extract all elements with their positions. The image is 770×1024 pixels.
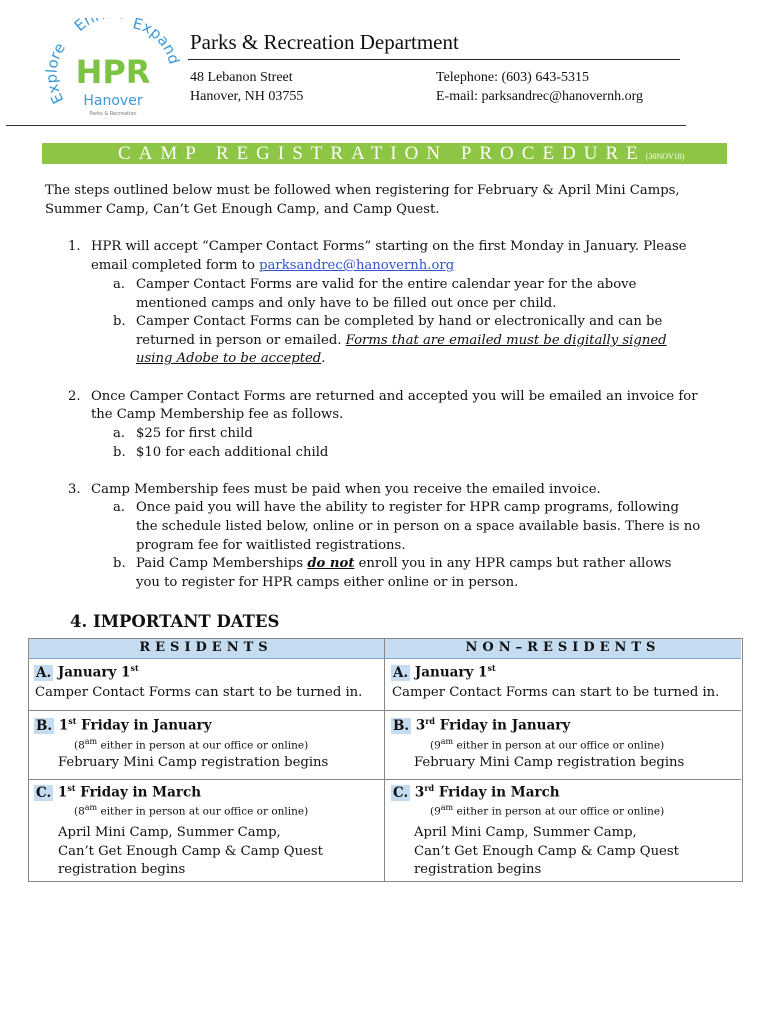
- non-residents-b-time-sup: am: [440, 737, 454, 746]
- step-1b-line-3: [136, 350, 325, 369]
- svg-text:Explore: [42, 40, 69, 107]
- step-1-line-1: HPR will accept “Camper Contact Forms” starting on the first Monday in January. Please: [91, 239, 687, 254]
- residents-c-letter: C.: [36, 784, 52, 801]
- step-3b-label: b.: [113, 556, 126, 571]
- step-1b-line-2: [136, 332, 667, 351]
- residents-b-text: February Mini Camp registration begins: [58, 755, 329, 770]
- intro-line-1: The steps outlined below must be followed when registering for February & April Mini Camps,: [45, 183, 680, 198]
- svg-text:Enrich: [71, 18, 125, 35]
- digital-signature-note: Forms that are emailed must be digitally signed: [345, 333, 667, 348]
- hpr-logo: [30, 18, 180, 128]
- department-title: Parks & Recreation Department: [190, 30, 459, 54]
- step-3b-line-2: you to register for HPR camps either online or in person.: [136, 575, 519, 590]
- non-residents-a-date: January 1: [410, 664, 488, 681]
- important-dates-heading: 4. IMPORTANT DATES: [70, 612, 280, 631]
- header-divider: [6, 125, 686, 126]
- residents-c-sup: st: [67, 783, 76, 793]
- non-residents-b-text: February Mini Camp registration begins: [414, 755, 685, 770]
- logo-initials: HPR: [75, 53, 151, 91]
- step-2a-label: a.: [113, 426, 126, 441]
- step-1b-line-3-suffix: .: [321, 351, 326, 366]
- residents-a-text: Camper Contact Forms can start to be turned in.: [35, 685, 363, 700]
- residents-b-time-pre: (8: [74, 739, 85, 752]
- logo-arc-expand: Expan: [130, 18, 180, 58]
- residents-b-time-sup: am: [84, 737, 98, 746]
- step-1-email-prefix: email completed form to: [91, 258, 260, 273]
- residents-header: RESIDENTS: [28, 638, 384, 659]
- non-residents-c-date: Friday in March: [434, 784, 560, 801]
- dates-table-border: [28, 638, 743, 882]
- residents-c-line-1: April Mini Camp, Summer Camp,: [58, 825, 281, 840]
- logo-town: Hanover: [83, 93, 143, 109]
- residents-b-letter: B.: [36, 717, 53, 734]
- non-residents-b-pre: 3: [411, 717, 426, 734]
- non-residents-c-line-3: registration begins: [414, 862, 542, 877]
- step-3b-suffix: enroll you in any HPR camps but rather allows: [354, 556, 672, 571]
- title-divider: [188, 59, 680, 60]
- telephone: Telephone: (603) 643-5315: [436, 70, 589, 85]
- step-1b-line-2-prefix: returned in person or emailed.: [136, 333, 346, 348]
- step-1b-label: b.: [113, 314, 126, 329]
- step-1-line-2: [91, 257, 454, 276]
- step-1b-line-1: Camper Contact Forms can be completed by hand or electronically and can be: [136, 314, 663, 329]
- residents-c-date: Friday in March: [75, 784, 202, 801]
- step-1a-line-1: Camper Contact Forms are valid for the entire calendar year for the above: [136, 277, 637, 292]
- address-city: Hanover, NH 03755: [190, 89, 304, 104]
- residents-c-time-sup: am: [84, 803, 98, 812]
- step-3-line-1: Camp Membership fees must be paid when you receive the emailed invoice.: [91, 482, 601, 497]
- non-residents-a-letter: A.: [393, 664, 409, 681]
- non-residents-header: NON–RESIDENTS: [385, 638, 741, 659]
- non-residents-c-time-pre: (9: [430, 805, 441, 818]
- non-residents-b-time-post: either in person at our office or online): [453, 739, 665, 752]
- step-1a-label: a.: [113, 277, 126, 292]
- residents-b-time-post: either in person at our office or online): [97, 739, 309, 752]
- logo-arc-enrich: En: [70, 18, 98, 35]
- step-3-number: 3.: [68, 482, 81, 497]
- step-3a-line-2: the schedule listed below, online or in person on a space available basis. There is no: [136, 519, 701, 534]
- non-residents-c-sup: rd: [424, 783, 435, 793]
- non-residents-b-date: Friday in January: [435, 717, 571, 734]
- hpr-logo-graphic: [30, 18, 180, 128]
- fee-additional-child: $10 for each additional child: [136, 445, 329, 460]
- email-link[interactable]: parksandrec@hanovernh.org: [259, 258, 455, 273]
- residents-a-date: January 1: [53, 664, 131, 681]
- non-residents-b-time-pre: (9: [430, 739, 441, 752]
- banner-date: (30NOV18): [645, 152, 685, 161]
- address-street: 48 Lebanon Street: [190, 70, 293, 85]
- step-3a-label: a.: [113, 500, 126, 515]
- non-residents-c-line-2: Can’t Get Enough Camp & Camp Quest: [414, 844, 679, 859]
- non-residents-c-pre: 3: [410, 784, 425, 801]
- step-2-number: 2.: [68, 389, 81, 404]
- residents-c-pre: 1: [53, 784, 68, 801]
- step-1a-line-2: mentioned camps and only have to be filled out once per child.: [136, 296, 557, 311]
- banner-title: CAMP REGISTRATION PROCEDURE: [118, 143, 646, 164]
- residents-c-line-3: registration begins: [58, 862, 186, 877]
- non-residents-c-line-1: April Mini Camp, Summer Camp,: [414, 825, 637, 840]
- step-3b-line-1: [136, 555, 671, 574]
- non-residents-c-letter: C.: [393, 784, 409, 801]
- residents-b-sup: st: [68, 716, 77, 726]
- logo-tagline: Parks & Recreation: [89, 111, 137, 117]
- step-3b-prefix: Paid Camp Memberships: [136, 556, 308, 571]
- non-residents-b-sup: rd: [425, 716, 436, 726]
- banner-title-wrap: [118, 143, 684, 167]
- residents-c-time-pre: (8: [74, 805, 85, 818]
- email-address: E-mail: parksandrec@hanovernh.org: [436, 89, 644, 104]
- residents-c-line-2: Can’t Get Enough Camp & Camp Quest: [58, 844, 323, 859]
- step-1-number: 1.: [68, 239, 81, 254]
- step-3a-line-1: Once paid you will have the ability to register for HPR camp programs, following: [136, 500, 679, 515]
- step-2-line-2: the Camp Membership fee as follows.: [91, 407, 344, 422]
- step-3a-line-3: program fee for waitlisted registrations.: [136, 538, 406, 553]
- do-not-emphasis: do not: [307, 556, 355, 571]
- intro-line-2: Summer Camp, Can’t Get Enough Camp, and Camp Quest.: [45, 202, 440, 217]
- residents-a-sup: st: [130, 663, 139, 673]
- residents-b-pre: 1: [54, 717, 69, 734]
- non-residents-c-time-post: either in person at our office or online): [453, 805, 665, 818]
- non-residents-a-sup: st: [487, 663, 496, 673]
- logo-arc-explore: Explore: [42, 39, 70, 107]
- residents-a-letter: A.: [36, 664, 52, 681]
- step-2b-label: b.: [113, 445, 126, 460]
- fee-first-child: $25 for first child: [136, 426, 253, 441]
- residents-c-time-post: either in person at our office or online): [97, 805, 309, 818]
- step-2-line-1: Once Camper Contact Forms are returned and accepted you will be emailed an invoice for: [91, 389, 698, 404]
- adobe-note: using Adobe to be accepted: [136, 351, 322, 366]
- non-residents-c-time-sup: am: [440, 803, 454, 812]
- non-residents-b-letter: B.: [393, 717, 410, 734]
- residents-b-date: Friday in January: [76, 717, 212, 734]
- non-residents-a-text: Camper Contact Forms can start to be turned in.: [392, 685, 720, 700]
